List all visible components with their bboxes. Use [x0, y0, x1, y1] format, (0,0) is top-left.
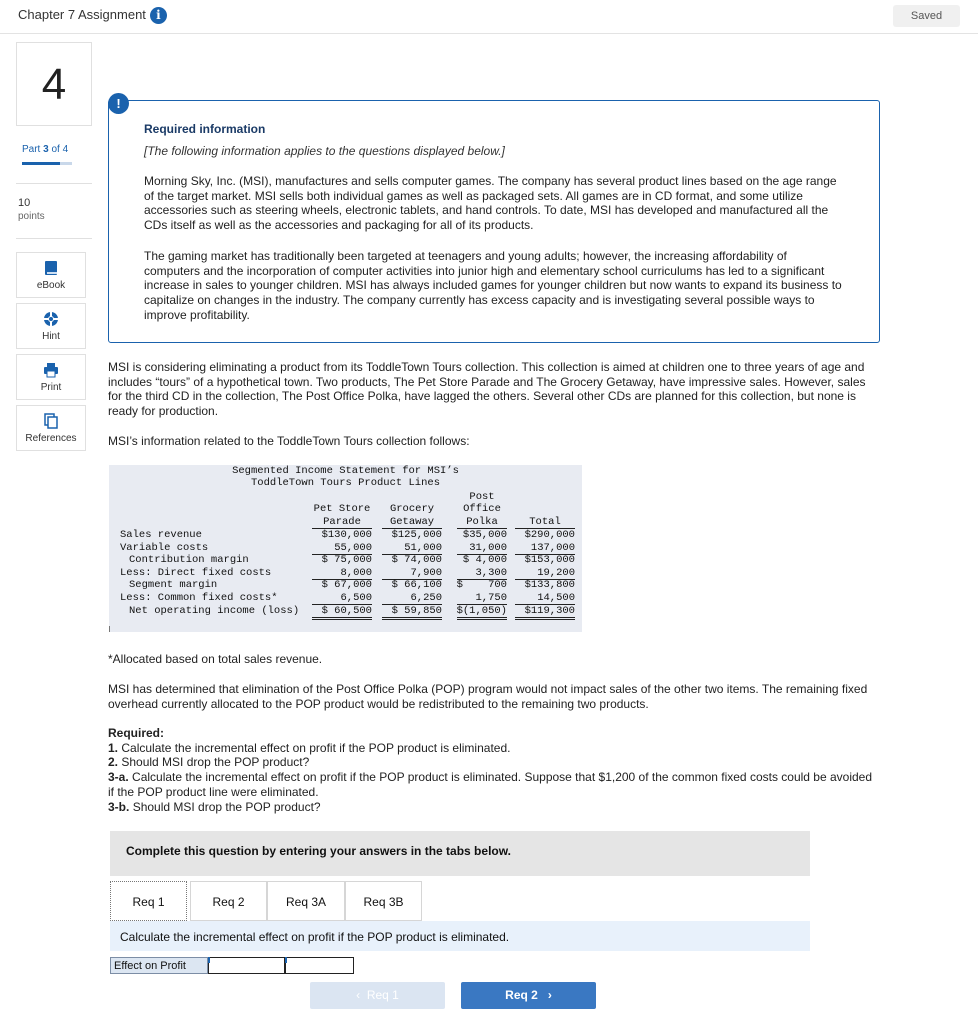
total-underline — [312, 619, 372, 620]
part-progress-bar — [22, 162, 72, 165]
row-label: Variable costs — [120, 541, 209, 554]
total-underline — [515, 619, 575, 620]
table-lead-in: MSI’s information related to the ToddleTown Tours collection follows: — [108, 434, 470, 448]
table-cell: $ 59,850 — [391, 605, 442, 617]
table-cell: $290,000 — [524, 529, 575, 541]
divider — [16, 183, 92, 184]
table-cell: $ 67,000 — [321, 579, 372, 591]
table-cell: 137,000 — [530, 541, 575, 554]
applies-note: [The following information applies to the questions displayed below.] — [144, 144, 505, 158]
table-cell: $125,000 — [391, 529, 442, 541]
table-cell: 7,900 — [410, 566, 442, 579]
total-underline — [312, 617, 372, 618]
table-cell: $ 74,000 — [391, 554, 442, 566]
required-information-panel — [108, 100, 880, 343]
total-underline — [515, 617, 575, 618]
effect-on-profit-label: Effect on Profit — [110, 957, 208, 974]
tab-req-3a[interactable]: Req 3A — [267, 881, 345, 921]
table-cell: $153,000 — [524, 554, 575, 566]
column-header: Post Office Polka — [463, 491, 501, 528]
instructions-banner: Complete this question by entering your answers in the tabs below. — [110, 831, 810, 876]
total-underline — [382, 619, 442, 620]
question-intro: MSI is considering eliminating a product from its ToddleTown Tours collection. This collection is aimed at children one to three years of age and includes “tours” of a hypothetical town. Two products, The Pet Store Parade and The Grocery Getaway, have impressive sales. However, sales for the third CD in the collection, The Post Office Polka, have lagged the others. Several other CDs are planned for this collection, but none is ready for production. — [108, 360, 866, 419]
row-label: Sales revenue — [120, 529, 202, 541]
statement-title-1: Segmented Income Statement for MSI’s — [232, 465, 459, 477]
alert-icon: ! — [108, 93, 129, 114]
requirement-2: 2. Should MSI drop the POP product? — [108, 755, 310, 770]
effect-on-profit-input-2[interactable] — [285, 957, 354, 974]
table-cell: 3,300 — [475, 566, 507, 579]
required-information-title: Required information — [144, 122, 266, 136]
segmented-income-statement — [109, 465, 582, 632]
table-cell: 31,000 — [469, 541, 507, 554]
table-cell: $ 4,000 — [462, 554, 507, 566]
effect-on-profit-input-1[interactable] — [208, 957, 285, 974]
top-bar — [0, 0, 978, 34]
table-cell: 55,000 — [334, 541, 372, 554]
print-button[interactable]: Print — [16, 354, 86, 400]
printer-icon — [43, 362, 59, 378]
assignment-title: Chapter 7 Assignment i — [18, 7, 167, 24]
determination-text: MSI has determined that elimination of the Post Office Polka (POP) program would not impact sales of the other two items. The remaining fixed overhead currently allocated to the POP product would be redistributed to the remaining two products. — [108, 682, 868, 711]
total-underline — [457, 617, 507, 618]
lifebuoy-icon — [43, 311, 59, 327]
table-cell: $119,300 — [524, 605, 575, 617]
tab-req-1[interactable]: Req 1 — [110, 881, 187, 921]
input-marker — [208, 957, 210, 963]
statement-title-2: ToddleTown Tours Product Lines — [250, 477, 441, 489]
table-cell: 6,250 — [410, 591, 442, 604]
row-label: Contribution margin — [129, 554, 249, 566]
tab-req-2[interactable]: Req 2 — [190, 881, 267, 921]
requirement-1: 1. Calculate the incremental effect on profit if the POP product is eliminated. — [108, 740, 511, 755]
row-label: Less: Direct fixed costs — [120, 566, 272, 579]
tab-instruction: Calculate the incremental effect on profit if the POP product is eliminated. — [110, 921, 810, 951]
table-cell: $ 75,000 — [321, 554, 372, 566]
table-cell: $(1,050) — [456, 605, 507, 617]
table-cell: 14,500 — [537, 591, 575, 604]
column-header: Pet Store Parade — [313, 503, 371, 528]
points-display: 10 points — [18, 197, 45, 222]
table-cell: 19,200 — [537, 566, 575, 579]
column-header: Total — [529, 515, 561, 528]
table-cell: $ 700 — [456, 579, 507, 591]
table-cell: $ 60,500 — [321, 605, 372, 617]
ebook-icon — [43, 260, 59, 276]
column-header: Grocery Getaway — [389, 503, 435, 528]
part-indicator: Part 3 of 4 — [22, 144, 69, 155]
next-button[interactable]: Req 2 › — [461, 982, 596, 1009]
tab-req-3b[interactable]: Req 3B — [345, 881, 422, 921]
table-cell: $130,000 — [321, 529, 372, 541]
divider — [16, 238, 92, 239]
requirement-3a: 3-a. Calculate the incremental effect on profit if the POP product is eliminated. Suppose that $1,200 of the common fixed costs could be avoided if the POP product line were eliminated. — [108, 770, 873, 799]
saved-badge: Saved — [893, 5, 960, 27]
info-icon[interactable]: i — [150, 7, 167, 24]
hint-button[interactable]: Hint — [16, 303, 86, 349]
footnote: *Allocated based on total sales revenue. — [108, 652, 323, 666]
market-description: The gaming market has traditionally been targeted at teenagers and young adults; however, the increasing affordability of computers and the incorporation of computer activities into junior high and elementary school curriculums has led to a significant increase in sales to younger children. MSI has always included games for younger children but now wants to expand its business to capitalize on changes in the industry. The company currently has excess capacity and is investigating several possible ways to improve profitability. — [144, 249, 842, 322]
total-underline — [457, 619, 507, 620]
row-label: Net operating income (loss) — [129, 605, 300, 617]
table-cell: $133,800 — [524, 579, 575, 591]
requirement-3b: 3-b. Should MSI drop the POP product? — [108, 799, 321, 814]
ebook-button[interactable]: eBook — [16, 252, 86, 298]
references-button[interactable]: References — [16, 405, 86, 451]
total-underline — [382, 617, 442, 618]
previous-button[interactable]: ‹ Req 1 — [310, 982, 445, 1009]
table-cell: $35,000 — [462, 529, 507, 541]
documents-icon — [43, 413, 59, 429]
question-number: 4 — [16, 42, 92, 126]
table-cell: 1,750 — [475, 591, 507, 604]
input-marker — [285, 957, 287, 963]
row-label: Less: Common fixed costs* — [120, 591, 278, 604]
requirements-list: Required: 1. Calculate the incremental effect on profit if the POP product is eliminated. 2. Should MSI drop the POP product? 3-a. Calculate the incremental effect on profit if the POP product is eliminated. Suppose that $1,200 of the common fixed costs could be avoided if the POP product line were eliminated. 3-b. Should MSI drop the POP product? — [108, 726, 878, 814]
statement-bottom-edge — [109, 626, 582, 632]
row-label: Segment margin — [129, 579, 218, 591]
table-cell: 6,500 — [340, 591, 372, 604]
table-cell: 8,000 — [340, 566, 372, 579]
company-description: Morning Sky, Inc. (MSI), manufactures and sells computer games. The company has several product lines based on the age range of the target market. MSI sells both individual games as well as packaged sets. All games are in CD format, and some utilize accessories such as steering wheels, electronic tablets, and hand controls. To date, MSI has developed and manufactured all the CDs itself as well as the accessories and packaging for all of its products. — [144, 174, 837, 233]
part-progress-fill — [22, 162, 60, 165]
table-cell: 51,000 — [404, 541, 442, 554]
table-cell: $ 66,100 — [391, 579, 442, 591]
